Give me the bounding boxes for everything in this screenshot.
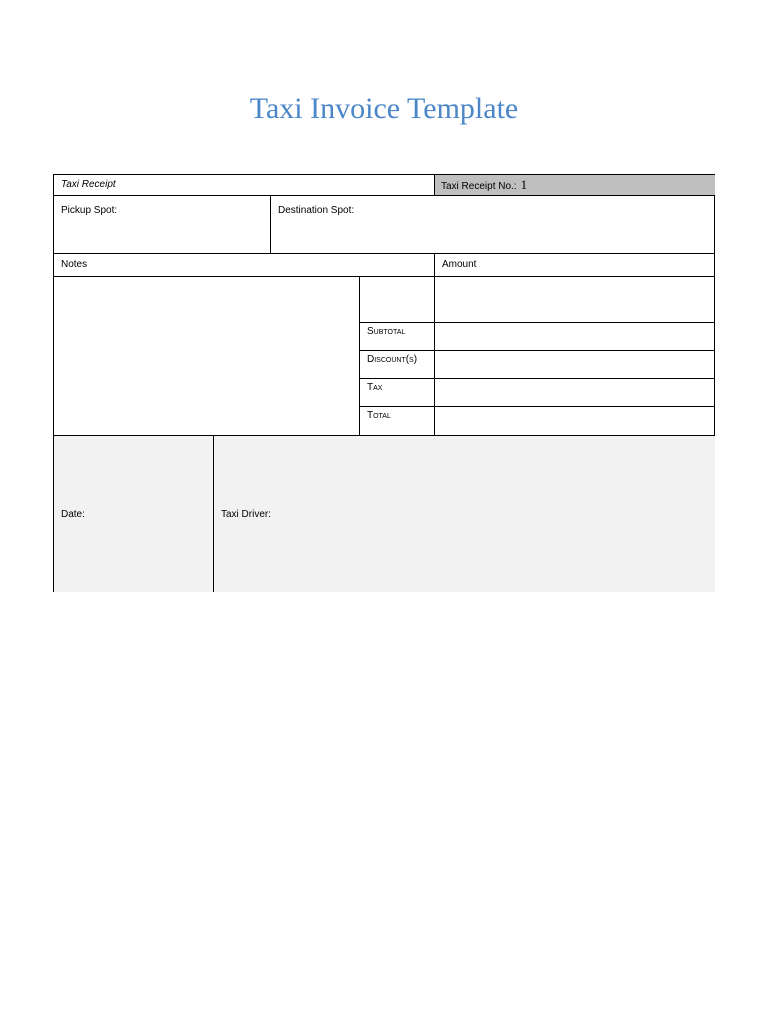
date-field[interactable] <box>54 436 213 592</box>
receipt-label-text: Taxi Receipt <box>61 179 116 190</box>
total-label: Total <box>367 410 391 421</box>
tax-label: Tax <box>367 382 383 393</box>
amount-header <box>435 254 715 276</box>
notes-header <box>54 254 434 276</box>
pickup-spot-label: Pickup Spot: <box>61 205 118 216</box>
receipt-number-value: 1 <box>520 177 528 192</box>
destination-spot-label: Destination Spot: <box>278 205 355 216</box>
line-item-amount-field[interactable] <box>435 277 715 322</box>
notes-label: Notes <box>61 259 88 270</box>
page-title: Taxi Invoice Template <box>249 92 519 125</box>
receipt-number-cell[interactable] <box>434 175 715 195</box>
tax-field[interactable] <box>435 379 715 406</box>
invoice-form <box>53 174 715 592</box>
line-item-label-cell <box>360 277 434 322</box>
discounts-field[interactable] <box>435 351 715 378</box>
pickup-spot-field[interactable] <box>54 196 270 252</box>
receipt-label <box>54 175 434 195</box>
date-label: Date: <box>61 508 85 520</box>
receipt-number-label: Taxi Receipt No.: <box>441 181 517 192</box>
discounts-label: Discount(s) <box>367 354 418 365</box>
total-field[interactable] <box>435 407 715 435</box>
subtotal-label: Subtotal <box>367 326 406 337</box>
notes-field[interactable] <box>54 277 359 435</box>
taxi-driver-field[interactable] <box>214 436 715 592</box>
amount-label: Amount <box>442 259 477 270</box>
destination-spot-field[interactable] <box>271 196 715 252</box>
subtotal-field[interactable] <box>435 323 715 350</box>
taxi-driver-label: Taxi Driver: <box>221 508 272 520</box>
